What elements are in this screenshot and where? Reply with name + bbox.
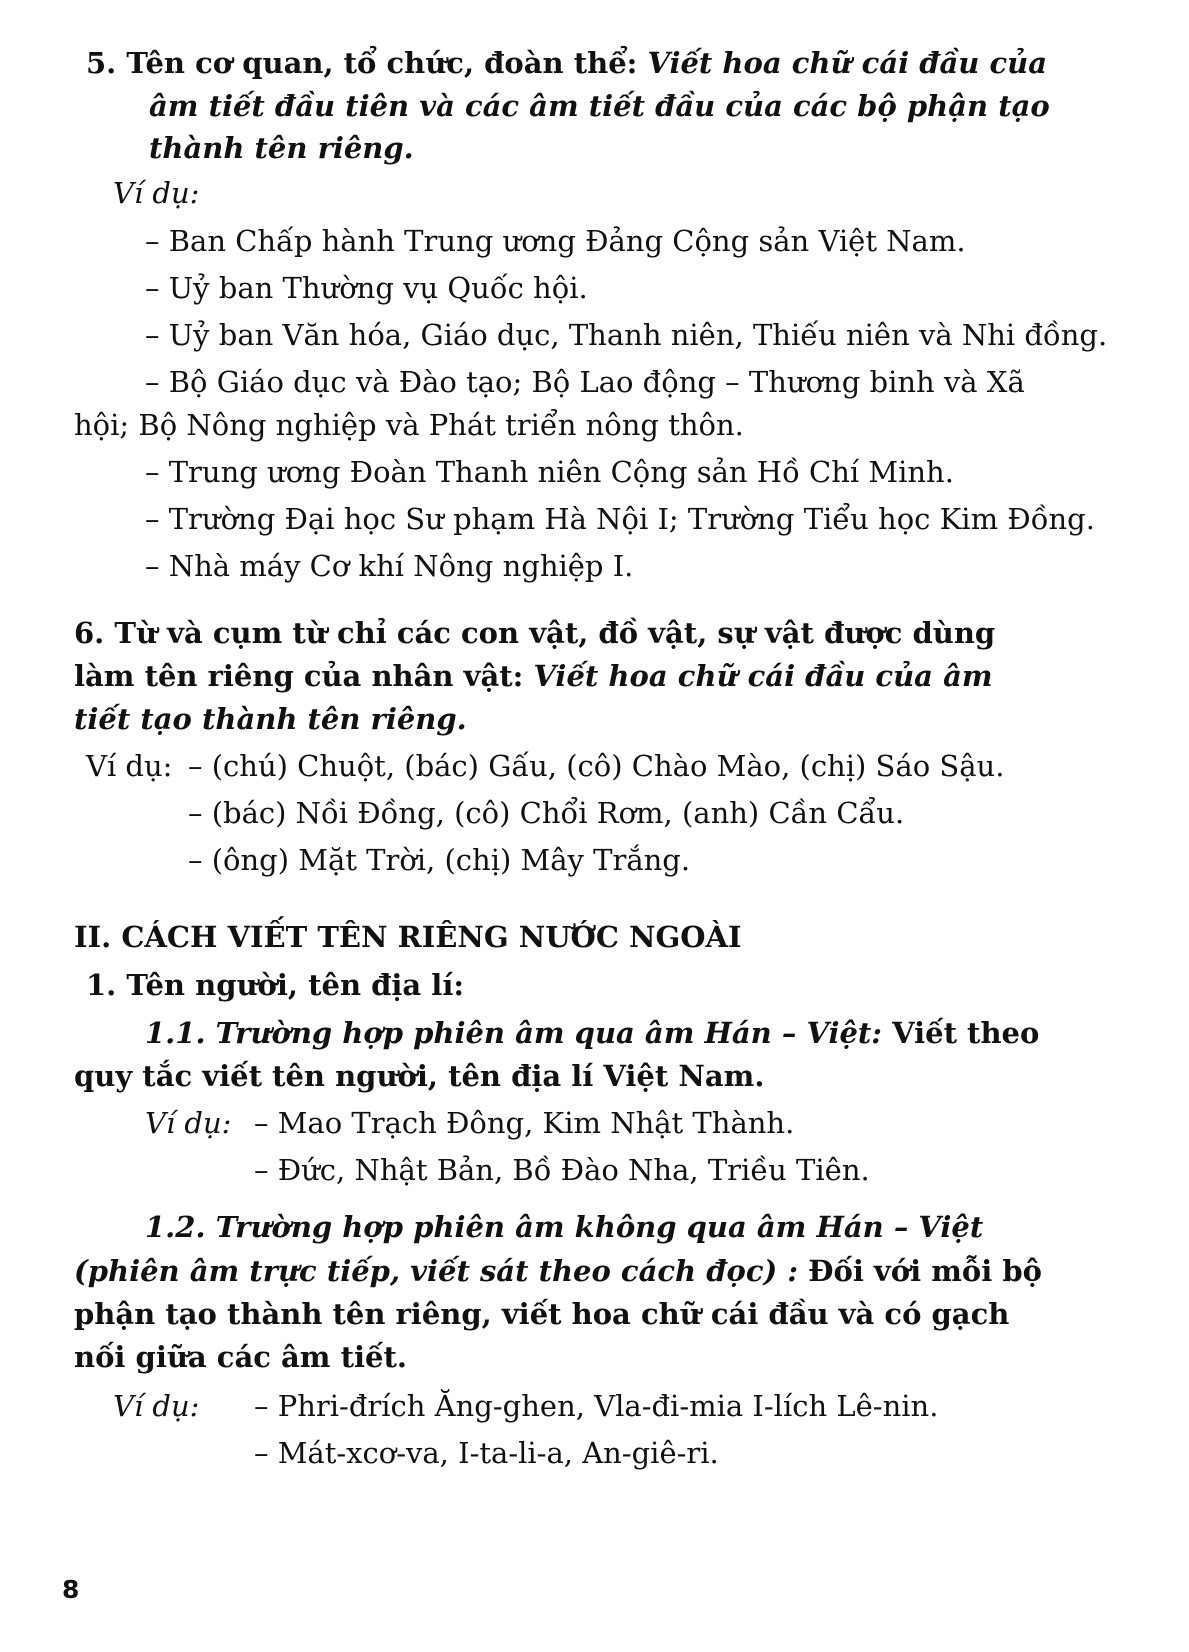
subsection-1-1-line-2: quy tắc viết tên người, tên địa lí Việt Nam. xyxy=(74,1059,765,1093)
section-5-rule-start: Viết hoa chữ cái đầu của xyxy=(647,46,1047,80)
section-6-heading-line-2 xyxy=(74,659,993,693)
subsection-1-2-parenthetical: (phiên âm trực tiếp, viết sát theo cách đọc) : xyxy=(74,1254,799,1288)
section-6-example-label: Ví dụ: xyxy=(86,749,173,783)
section-5-example-3: – Uỷ ban Văn hóa, Giáo dục, Thanh niên, Thiếu niên và Nhi đồng. xyxy=(145,318,1108,352)
subsection-1-2-rule-start: Đối với mỗi bộ xyxy=(798,1254,1042,1288)
subsection-1-1-rule-start: Viết theo xyxy=(882,1016,1040,1050)
subsection-1-2-line-4: nối giữa các âm tiết. xyxy=(74,1340,407,1374)
section-5-example-2: – Uỷ ban Thường vụ Quốc hội. xyxy=(145,271,588,305)
section-5-example-4: – Bộ Giáo dục và Đào tạo; Bộ Lao động – Thương binh và Xã xyxy=(145,365,1025,399)
section-5-example-6: – Trường Đại học Sư phạm Hà Nội I; Trường Tiểu học Kim Đồng. xyxy=(145,502,1095,536)
subsection-1-2-line-3: phận tạo thành tên riêng, viết hoa chữ cái đầu và có gạch xyxy=(74,1297,1010,1331)
section-6-example-2: – (bác) Nồi Đồng, (cô) Chổi Rơm, (anh) Cần Cẩu. xyxy=(188,796,905,830)
section-5-title: 5. Tên cơ quan, tổ chức, đoàn thể: xyxy=(86,46,648,80)
section-6-rule-start: Viết hoa chữ cái đầu của âm xyxy=(533,659,993,693)
section-5-example-5: – Trung ương Đoàn Thanh niên Cộng sản Hồ Chí Minh. xyxy=(145,455,954,489)
subsection-1-2-example-1: – Phri-đrích Ăng-ghen, Vla-đi-mia I-lích Lê-nin. xyxy=(254,1389,939,1423)
section-5-example-7: – Nhà máy Cơ khí Nông nghiệp I. xyxy=(145,549,634,583)
section-5-example-label: Ví dụ: xyxy=(113,176,200,210)
subsection-1-heading: 1. Tên người, tên địa lí: xyxy=(86,968,465,1002)
section-6-example-3: – (ông) Mặt Trời, (chị) Mây Trắng. xyxy=(188,843,691,877)
section-5-rule-line-2: âm tiết đầu tiên và các âm tiết đầu của các bộ phận tạo xyxy=(149,89,1050,123)
section-5-rule-line-3: thành tên riêng. xyxy=(149,131,414,165)
subsection-1-2-example-label: Ví dụ: xyxy=(113,1389,200,1423)
subsection-1-1-line-1 xyxy=(145,1016,1039,1050)
subsection-1-2-line-2 xyxy=(74,1254,1042,1288)
section-5-example-4-cont: hội; Bộ Nông nghiệp và Phát triển nông thôn. xyxy=(74,408,744,442)
section-6-example-1: – (chú) Chuột, (bác) Gấu, (cô) Chào Mào, (chị) Sáo Sậu. xyxy=(188,749,1005,783)
subsection-1-1-example-1: – Mao Trạch Đông, Kim Nhật Thành. xyxy=(254,1106,795,1140)
section-ii-heading: II. CÁCH VIẾT TÊN RIÊNG NƯỚC NGOÀI xyxy=(74,920,742,954)
page-number: 8 xyxy=(62,1575,80,1604)
section-6-rule-line-3: tiết tạo thành tên riêng. xyxy=(74,702,467,736)
subsection-1-1-example-2: – Đức, Nhật Bản, Bồ Đào Nha, Triều Tiên. xyxy=(254,1153,870,1187)
section-6-title-end: làm tên riêng của nhân vật: xyxy=(74,659,534,693)
section-5-heading-line-1 xyxy=(86,46,1047,80)
section-6-heading-line-1: 6. Từ và cụm từ chỉ các con vật, đồ vật, sự vật được dùng xyxy=(74,616,996,650)
subsection-1-1-example-label: Ví dụ: xyxy=(145,1106,232,1140)
subsection-1-1-title: 1.1. Trường hợp phiên âm qua âm Hán – Việt: xyxy=(145,1016,883,1050)
section-5-example-1: – Ban Chấp hành Trung ương Đảng Cộng sản Việt Nam. xyxy=(145,224,966,258)
subsection-1-2-example-2: – Mát-xcơ-va, I-ta-li-a, An-giê-ri. xyxy=(254,1436,719,1470)
subsection-1-2-line-1: 1.2. Trường hợp phiên âm không qua âm Hán – Việt xyxy=(145,1210,984,1244)
